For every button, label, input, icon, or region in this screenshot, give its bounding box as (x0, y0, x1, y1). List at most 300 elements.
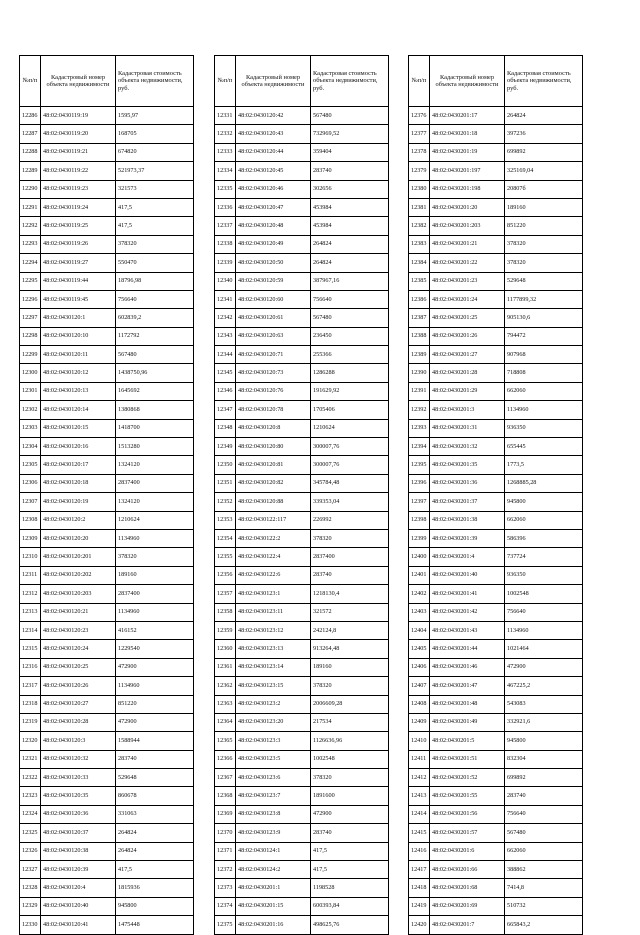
table-row (215, 493, 389, 511)
cadastral-value-cell: 1286288 (311, 364, 389, 382)
cadastral-number-cell: 48:02:0430120:24 (41, 640, 116, 658)
cadastral-number-cell: 48:02:0430120:13 (41, 382, 116, 400)
table-row (409, 879, 583, 897)
row-number-cell: 12344 (215, 346, 236, 364)
cadastral-value-cell: 674820 (116, 143, 194, 161)
cadastral-number-cell: 48:02:0430119:19 (41, 107, 116, 125)
table-row (215, 217, 389, 235)
cadastral-number-cell: 48:02:0430201:15 (236, 897, 311, 915)
cadastral-number-cell: 48:02:0430201:51 (430, 750, 505, 768)
row-number-cell: 12377 (409, 125, 430, 143)
row-number-cell: 12324 (20, 805, 41, 823)
cadastral-value-cell: 339353,04 (311, 493, 389, 511)
row-number-cell: 12374 (215, 897, 236, 915)
table-row (409, 107, 583, 125)
cadastral-number-cell: 48:02:0430201:39 (430, 529, 505, 547)
row-number-cell: 12311 (20, 566, 41, 584)
cadastral-value-cell: 236450 (311, 327, 389, 345)
cadastral-number-cell: 48:02:0430120:39 (41, 861, 116, 879)
cadastral-number-cell: 48:02:0430201:7 (430, 916, 505, 934)
cadastral-number-cell: 48:02:0430120:26 (41, 677, 116, 695)
row-number-cell: 12293 (20, 235, 41, 253)
cadastral-number-cell: 48:02:0430201:56 (430, 805, 505, 823)
cadastral-number-cell: 48:02:0430123:15 (236, 677, 311, 695)
table-row (215, 824, 389, 842)
table-row (215, 750, 389, 768)
cadastral-value-cell: 567480 (311, 107, 389, 125)
table-row (215, 107, 389, 125)
cadastral-number-cell: 48:02:0430120:27 (41, 695, 116, 713)
row-number-cell: 12411 (409, 750, 430, 768)
row-number-cell: 12370 (215, 824, 236, 842)
row-number-cell: 12393 (409, 419, 430, 437)
cadastral-value-cell: 255366 (311, 346, 389, 364)
cadastral-value-cell: 1645692 (116, 382, 194, 400)
cadastral-value-cell: 665843,2 (505, 916, 583, 934)
table-row (409, 695, 583, 713)
cadastral-number-cell: 48:02:0430123:2 (236, 695, 311, 713)
cadastral-number-cell: 48:02:0430120:50 (236, 254, 311, 272)
cadastral-value-cell: 1198528 (311, 879, 389, 897)
row-number-cell: 12378 (409, 143, 430, 161)
row-number-cell: 12294 (20, 254, 41, 272)
row-number-cell: 12406 (409, 658, 430, 676)
row-number-cell: 12355 (215, 548, 236, 566)
cadastral-value-cell: 387967,16 (311, 272, 389, 290)
table-row (215, 861, 389, 879)
header-cadastral-number: Кадастровый номер объекта недвижимости (41, 56, 116, 107)
row-number-cell: 12346 (215, 382, 236, 400)
table-row (409, 787, 583, 805)
cadastral-number-cell: 48:02:0430120:32 (41, 750, 116, 768)
table-row (20, 695, 194, 713)
table-row (20, 309, 194, 327)
row-number-cell: 12335 (215, 180, 236, 198)
table-row (409, 198, 583, 216)
cadastral-number-cell: 48:02:0430201:18 (430, 125, 505, 143)
cadastral-value-cell: 283740 (505, 787, 583, 805)
row-number-cell: 12364 (215, 713, 236, 731)
cadastral-value-cell: 283740 (116, 750, 194, 768)
table-row (20, 861, 194, 879)
cadastral-number-cell: 48:02:0430120:48 (236, 217, 311, 235)
cadastral-number-cell: 48:02:0430120:1 (41, 309, 116, 327)
cadastral-number-cell: 48:02:0430120:14 (41, 401, 116, 419)
table-row (409, 640, 583, 658)
row-number-cell: 12322 (20, 769, 41, 787)
row-number-cell: 12317 (20, 677, 41, 695)
table-row (409, 217, 583, 235)
row-number-cell: 12366 (215, 750, 236, 768)
cadastral-number-cell: 48:02:0430119:22 (41, 162, 116, 180)
row-number-cell: 12308 (20, 511, 41, 529)
cadastral-number-cell: 48:02:0430119:44 (41, 272, 116, 290)
table-row (409, 474, 583, 492)
table-row (215, 125, 389, 143)
table-row (20, 364, 194, 382)
row-number-cell: 12373 (215, 879, 236, 897)
row-number-cell: 12387 (409, 309, 430, 327)
cadastral-value-cell: 417,5 (311, 842, 389, 860)
cadastral-number-cell: 48:02:0430120:12 (41, 364, 116, 382)
cadastral-value-cell: 1513280 (116, 438, 194, 456)
row-number-cell: 12341 (215, 290, 236, 308)
table-row (215, 401, 389, 419)
row-number-cell: 12316 (20, 658, 41, 676)
row-number-cell: 12380 (409, 180, 430, 198)
cadastral-value-cell: 1229540 (116, 640, 194, 658)
cadastral-number-cell: 48:02:0430201:4 (430, 548, 505, 566)
table-row (215, 842, 389, 860)
cadastral-value-cell: 264824 (116, 824, 194, 842)
table-row (409, 162, 583, 180)
table-row (20, 198, 194, 216)
header-cadastral-value: Кадастровая стоимость объекта недвижимости, руб. (311, 56, 389, 107)
cadastral-number-cell: 48:02:0430123:14 (236, 658, 311, 676)
row-number-cell: 12303 (20, 419, 41, 437)
cadastral-value-cell: 936350 (505, 419, 583, 437)
row-number-cell: 12347 (215, 401, 236, 419)
cadastral-number-cell: 48:02:0430120:49 (236, 235, 311, 253)
table-row (409, 750, 583, 768)
cadastral-number-cell: 48:02:0430201:49 (430, 713, 505, 731)
table-row (409, 861, 583, 879)
table-row (20, 713, 194, 731)
cadastral-value-cell: 378320 (505, 235, 583, 253)
table-row (215, 309, 389, 327)
cadastral-value-cell: 529648 (505, 272, 583, 290)
cadastral-number-cell: 48:02:0430122:117 (236, 511, 311, 529)
cadastral-number-cell: 48:02:0430123:1 (236, 585, 311, 603)
row-number-cell: 12372 (215, 861, 236, 879)
cadastral-number-cell: 48:02:0430201:5 (430, 732, 505, 750)
cadastral-value-cell: 1380868 (116, 401, 194, 419)
table-row (20, 382, 194, 400)
table-row (20, 511, 194, 529)
row-number-cell: 12302 (20, 401, 41, 419)
cadastral-value-cell: 397236 (505, 125, 583, 143)
table-row (20, 143, 194, 161)
cadastral-number-cell: 48:02:0430123:5 (236, 750, 311, 768)
cadastral-value-cell: 378320 (311, 529, 389, 547)
cadastral-value-cell: 2837400 (116, 585, 194, 603)
cadastral-number-cell: 48:02:0430201:198 (430, 180, 505, 198)
cadastral-value-cell: 331063 (116, 805, 194, 823)
cadastral-value-cell: 860678 (116, 787, 194, 805)
cadastral-number-cell: 48:02:0430120:202 (41, 566, 116, 584)
table-row (20, 346, 194, 364)
cadastral-value-cell: 1002548 (311, 750, 389, 768)
cadastral-number-cell: 48:02:0430201:69 (430, 897, 505, 915)
row-number-cell: 12336 (215, 198, 236, 216)
row-number-cell: 12371 (215, 842, 236, 860)
row-number-cell: 12290 (20, 180, 41, 198)
table-row (215, 235, 389, 253)
row-number-cell: 12286 (20, 107, 41, 125)
row-number-cell: 12415 (409, 824, 430, 842)
row-number-cell: 12391 (409, 382, 430, 400)
row-number-cell: 12304 (20, 438, 41, 456)
cadastral-value-cell: 472900 (116, 713, 194, 731)
cadastral-value-cell: 378320 (116, 548, 194, 566)
table-row (215, 769, 389, 787)
table-row (215, 585, 389, 603)
cadastral-value-cell: 567480 (116, 346, 194, 364)
cadastral-number-cell: 48:02:0430120:38 (41, 842, 116, 860)
row-number-cell: 12353 (215, 511, 236, 529)
row-number-cell: 12359 (215, 621, 236, 639)
cadastral-value-cell: 1134960 (505, 401, 583, 419)
cadastral-value-cell: 662060 (505, 842, 583, 860)
cadastral-number-cell: 48:02:0430201:36 (430, 474, 505, 492)
row-number-cell: 12410 (409, 732, 430, 750)
table-row (215, 548, 389, 566)
cadastral-value-cell: 945800 (116, 897, 194, 915)
table-row (20, 125, 194, 143)
row-number-cell: 12408 (409, 695, 430, 713)
cadastral-number-cell: 48:02:0430119:25 (41, 217, 116, 235)
table-row (409, 382, 583, 400)
row-number-cell: 12363 (215, 695, 236, 713)
cadastral-number-cell: 48:02:0430122:2 (236, 529, 311, 547)
cadastral-number-cell: 48:02:0430120:80 (236, 438, 311, 456)
row-number-cell: 12356 (215, 566, 236, 584)
header-cadastral-value: Кадастровая стоимость объекта недвижимости, руб. (505, 56, 583, 107)
row-number-cell: 12392 (409, 401, 430, 419)
cadastral-value-cell: 417,5 (116, 217, 194, 235)
cadastral-value-cell: 600393,84 (311, 897, 389, 915)
cadastral-number-cell: 48:02:0430201:20 (430, 198, 505, 216)
cadastral-number-cell: 48:02:0430120:43 (236, 125, 311, 143)
table-row (20, 842, 194, 860)
table-row (20, 566, 194, 584)
cadastral-number-cell: 48:02:0430120:61 (236, 309, 311, 327)
row-number-cell: 12326 (20, 842, 41, 860)
row-number-cell: 12407 (409, 677, 430, 695)
cadastral-number-cell: 48:02:0430124:1 (236, 842, 311, 860)
table-row (20, 107, 194, 125)
cadastral-number-cell: 48:02:0430120:20 (41, 529, 116, 547)
cadastral-number-cell: 48:02:0430120:76 (236, 382, 311, 400)
table-row (409, 438, 583, 456)
cadastral-value-cell: 1126636,96 (311, 732, 389, 750)
cadastral-number-cell: 48:02:0430201:6 (430, 842, 505, 860)
cadastral-number-cell: 48:02:0430120:41 (41, 916, 116, 934)
row-number-cell: 12369 (215, 805, 236, 823)
row-number-cell: 12352 (215, 493, 236, 511)
row-number-cell: 12419 (409, 897, 430, 915)
row-number-cell: 12340 (215, 272, 236, 290)
cadastral-number-cell: 48:02:0430201:17 (430, 107, 505, 125)
cadastral-number-cell: 48:02:0430120:44 (236, 143, 311, 161)
row-number-cell: 12287 (20, 125, 41, 143)
cadastral-table-3 (408, 55, 583, 935)
table-row (215, 272, 389, 290)
table-header-row (215, 56, 389, 107)
cadastral-number-cell: 48:02:0430119:45 (41, 290, 116, 308)
cadastral-value-cell: 756640 (311, 290, 389, 308)
row-number-cell: 12328 (20, 879, 41, 897)
cadastral-number-cell: 48:02:0430119:26 (41, 235, 116, 253)
cadastral-value-cell: 417,5 (116, 198, 194, 216)
cadastral-number-cell: 48:02:0430120:10 (41, 327, 116, 345)
row-number-cell: 12350 (215, 456, 236, 474)
table-row (409, 658, 583, 676)
cadastral-number-cell: 48:02:0430123:20 (236, 713, 311, 731)
cadastral-number-cell: 48:02:0430123:9 (236, 824, 311, 842)
cadastral-number-cell: 48:02:0430201:197 (430, 162, 505, 180)
cadastral-number-cell: 48:02:0430123:12 (236, 621, 311, 639)
cadastral-number-cell: 48:02:0430201:29 (430, 382, 505, 400)
row-number-cell: 12367 (215, 769, 236, 787)
row-number-cell: 12295 (20, 272, 41, 290)
cadastral-value-cell: 510732 (505, 897, 583, 915)
row-number-cell: 12360 (215, 640, 236, 658)
cadastral-table-2 (214, 55, 389, 935)
table-row (409, 603, 583, 621)
table-row (409, 585, 583, 603)
cadastral-number-cell: 48:02:0430201:37 (430, 493, 505, 511)
row-number-cell: 12368 (215, 787, 236, 805)
cadastral-value-cell: 388862 (505, 861, 583, 879)
cadastral-value-cell: 345784,48 (311, 474, 389, 492)
cadastral-value-cell: 2837400 (116, 474, 194, 492)
row-number-cell: 12403 (409, 603, 430, 621)
row-number-cell: 12362 (215, 677, 236, 695)
cadastral-value-cell: 907968 (505, 346, 583, 364)
row-number-cell: 12323 (20, 787, 41, 805)
row-number-cell: 12389 (409, 346, 430, 364)
cadastral-value-cell: 1177899,32 (505, 290, 583, 308)
table-row (409, 842, 583, 860)
cadastral-value-cell: 756640 (116, 290, 194, 308)
row-number-cell: 12397 (409, 493, 430, 511)
table-row (20, 585, 194, 603)
cadastral-value-cell: 1210624 (116, 511, 194, 529)
cadastral-number-cell: 48:02:0430123:8 (236, 805, 311, 823)
table-row (409, 364, 583, 382)
cadastral-value-cell: 1134960 (505, 621, 583, 639)
cadastral-value-cell: 567480 (505, 824, 583, 842)
row-number-cell: 12306 (20, 474, 41, 492)
table-row (409, 805, 583, 823)
cadastral-value-cell: 2837400 (311, 548, 389, 566)
table-row (215, 640, 389, 658)
row-number-cell: 12396 (409, 474, 430, 492)
table-row (20, 750, 194, 768)
cadastral-value-cell: 264824 (311, 235, 389, 253)
row-number-cell: 12288 (20, 143, 41, 161)
table-row (215, 290, 389, 308)
table-row (409, 769, 583, 787)
cadastral-value-cell: 1891600 (311, 787, 389, 805)
cadastral-value-cell: 1134960 (116, 603, 194, 621)
cadastral-value-cell: 264824 (505, 107, 583, 125)
table-row (20, 401, 194, 419)
cadastral-number-cell: 48:02:0430201:35 (430, 456, 505, 474)
table-row (215, 254, 389, 272)
row-number-cell: 12298 (20, 327, 41, 345)
cadastral-value-cell: 359404 (311, 143, 389, 161)
cadastral-value-cell: 1438750,96 (116, 364, 194, 382)
table-row (20, 677, 194, 695)
table-row (20, 787, 194, 805)
table-row (215, 327, 389, 345)
table-row (215, 180, 389, 198)
cadastral-value-cell: 498625,76 (311, 916, 389, 934)
cadastral-value-cell: 453984 (311, 217, 389, 235)
cadastral-number-cell: 48:02:0430201:42 (430, 603, 505, 621)
cadastral-number-cell: 48:02:0430201:55 (430, 787, 505, 805)
table-row (215, 474, 389, 492)
cadastral-value-cell: 1324120 (116, 456, 194, 474)
cadastral-value-cell: 453984 (311, 198, 389, 216)
row-number-cell: 12309 (20, 529, 41, 547)
row-number-cell: 12381 (409, 198, 430, 216)
cadastral-value-cell: 7414,8 (505, 879, 583, 897)
table-row (20, 272, 194, 290)
table-row (409, 824, 583, 842)
cadastral-number-cell: 48:02:0430201:40 (430, 566, 505, 584)
cadastral-number-cell: 48:02:0430119:21 (41, 143, 116, 161)
row-number-cell: 12398 (409, 511, 430, 529)
row-number-cell: 12301 (20, 382, 41, 400)
row-number-cell: 12414 (409, 805, 430, 823)
row-number-cell: 12307 (20, 493, 41, 511)
cadastral-number-cell: 48:02:0430120:63 (236, 327, 311, 345)
table-row (20, 603, 194, 621)
cadastral-number-cell: 48:02:0430120:15 (41, 419, 116, 437)
table-row (409, 529, 583, 547)
table-row (409, 419, 583, 437)
table-row (409, 732, 583, 750)
row-number-cell: 12333 (215, 143, 236, 161)
row-number-cell: 12394 (409, 438, 430, 456)
table-row (409, 235, 583, 253)
table-row (20, 162, 194, 180)
cadastral-number-cell: 48:02:0430201:48 (430, 695, 505, 713)
table-row (20, 916, 194, 934)
row-number-cell: 12330 (20, 916, 41, 934)
table-row (20, 493, 194, 511)
row-number-cell: 12404 (409, 621, 430, 639)
row-number-cell: 12390 (409, 364, 430, 382)
cadastral-value-cell: 521973,37 (116, 162, 194, 180)
header-num: №п/п (409, 56, 430, 107)
cadastral-value-cell: 655445 (505, 438, 583, 456)
table-row (409, 327, 583, 345)
cadastral-value-cell: 1021464 (505, 640, 583, 658)
cadastral-value-cell: 1773,5 (505, 456, 583, 474)
row-number-cell: 12384 (409, 254, 430, 272)
cadastral-value-cell: 242124,8 (311, 621, 389, 639)
cadastral-number-cell: 48:02:0430120:17 (41, 456, 116, 474)
cadastral-value-cell: 264824 (116, 842, 194, 860)
row-number-cell: 12388 (409, 327, 430, 345)
row-number-cell: 12310 (20, 548, 41, 566)
table-row (215, 897, 389, 915)
table-row (215, 916, 389, 934)
cadastral-value-cell: 1588944 (116, 732, 194, 750)
cadastral-number-cell: 48:02:0430201:57 (430, 824, 505, 842)
row-number-cell: 12299 (20, 346, 41, 364)
table-row (215, 198, 389, 216)
table-row (409, 897, 583, 915)
cadastral-value-cell: 300007,76 (311, 456, 389, 474)
row-number-cell: 12361 (215, 658, 236, 676)
row-number-cell: 12296 (20, 290, 41, 308)
cadastral-value-cell: 718808 (505, 364, 583, 382)
